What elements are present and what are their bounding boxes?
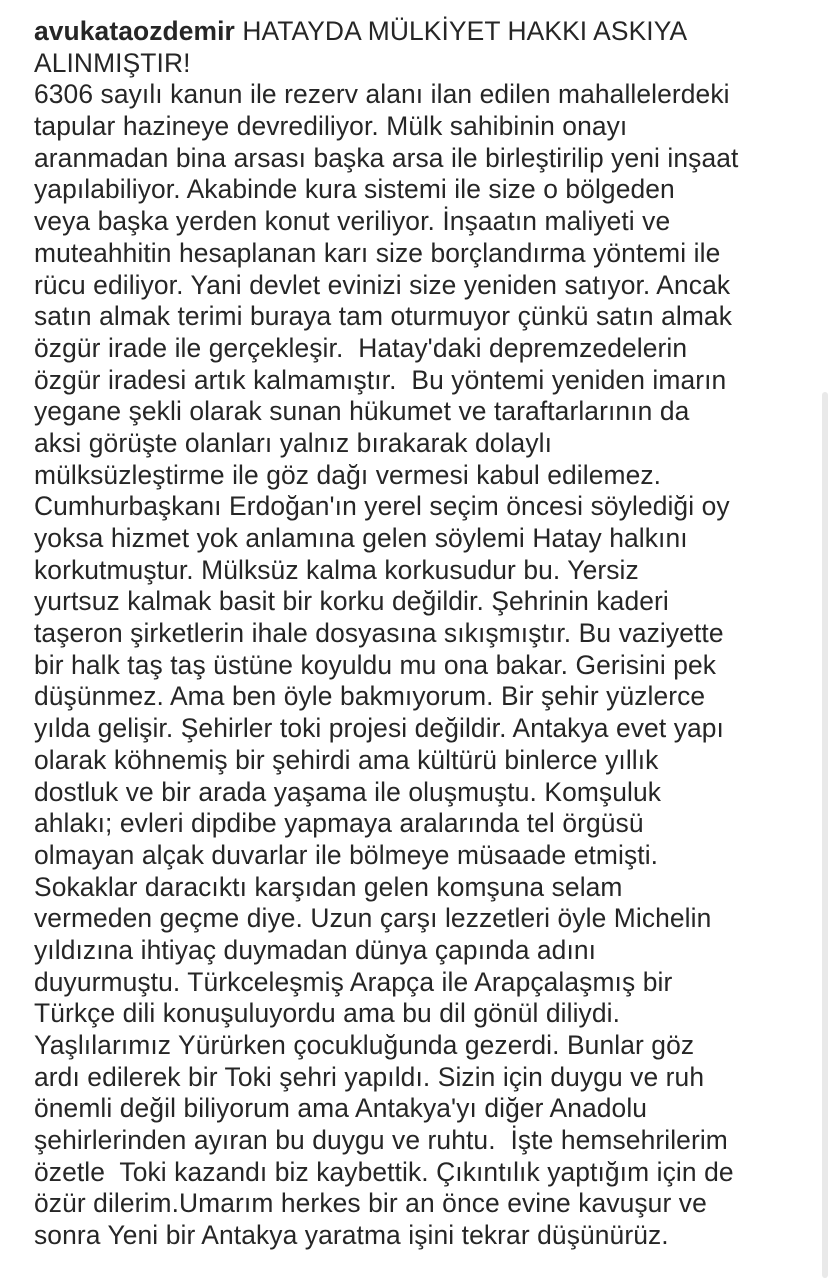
caption-line: yegane şekli olarak sunan hükumet ve taraftarlarının da [34,396,690,427]
caption-line: korkutmuştur. Mülksüz kalma korkusudur bu. Yersiz [34,554,639,585]
username-link[interactable]: avukataozdemir [34,16,235,46]
caption-line: aksi görüşte olanları yalnız bırakarak dolaylı [34,427,553,458]
caption-line: ardı edilerek bir Toki şehri yapıldı. Sizin için duygu ve ruh [34,1061,705,1092]
caption-title-part-2: ALINMIŞTIR! [34,47,191,78]
caption-line: Türkçe dili konuşuluyordu ama bu dil gönül diliydi. [34,998,621,1029]
caption-line: duyurmuştu. Türkceleşmiş Arapça ile Arapçalaşmış bir [34,966,673,997]
caption-line: önemli değil biliyorum ama Antakya'yı diğer Anadolu [34,1093,648,1124]
caption-line: mülksüzleştirme ile göz dağı vermesi kabul edilemez. [34,459,662,490]
caption-line: vermeden geçme diye. Uzun çarşı lezzetleri öyle Michelin [34,903,712,934]
caption-line: veya başka yerden konut veriliyor. İnşaatın maliyeti ve [34,206,671,237]
caption-line: aranmadan bina arsası başka arsa ile birleştirilip yeni inşaat [34,142,739,173]
caption-line: şehirlerinden ayıran bu duygu ve ruhtu. İşte hemsehrilerim [34,1125,728,1156]
caption-line: muteahhitin hesaplanan karı size borçlandırma yöntemi ile [34,237,721,268]
caption-line: rücu ediliyor. Yani devlet evinizi size yeniden satıyor. Ancak [34,269,731,300]
post-caption [34,16,824,1252]
caption-line: özgür irade ile gerçekleşir. Hatay'daki depremzedelerin [34,332,688,363]
caption-line: sonra Yeni bir Antakya yaratma işini tekrar düşünürüz. [34,1220,669,1251]
caption-line: olarak köhnemiş bir şehirdi ama kültürü binlerce yıllık [34,744,659,775]
caption-line: bir halk taş taş üstüne koyuldu mu ona bakar. Gerisini pek [34,649,717,680]
caption-header-line-1 [34,16,824,48]
caption-line: yoksa hizmet yok anlamına gelen söylemi Hatay halkını [34,523,688,553]
caption-line: tapular hazineye devrediliyor. Mülk sahibinin onayı [34,111,628,142]
caption-line: yıldızına ihtiyaç duymadan dünya çapında adını [34,934,597,965]
caption-line: Sokaklar daracıktı karşıdan gelen komşuna selam [34,871,623,902]
caption-line: yurtsuz kalmak basit bir korku değildir. Şehrinin kaderi [34,586,669,617]
caption-line: Cumhurbaşkanı Erdoğan'ın yerel seçim öncesi söylediği oy [34,491,730,522]
caption-line: 6306 sayılı kanun ile rezerv alanı ilan edilen mahallelerdeki [34,79,730,110]
caption-line: taşeron şirketlerin ihale dosyasına sıkışmıştır. Bu vaziyette [34,618,724,649]
caption-line: özgür iradesi artık kalmamıştır. Bu yöntemi yeniden imarın [34,364,727,395]
caption-line: Yaşlılarımız Yürürken çocukluğunda gezerdi. Bunlar göz [34,1030,695,1060]
caption-line: olmayan alçak duvarlar ile bölmeye müsaade etmişti. [34,839,659,870]
caption-line: yılda gelişir. Şehirler toki projesi değildir. Antakya evet yapı [34,713,724,744]
scrollbar[interactable] [822,392,828,1278]
caption-line: ahlakı; evleri dipdibe yapmaya aralarında tel örgüsü [34,808,644,839]
caption-line: yapılabiliyor. Akabinde kura sistemi ile size o bölgeden [34,174,675,205]
caption-line: satın almak terimi buraya tam oturmuyor çünkü satın almak [34,301,732,332]
caption-line: dostluk ve bir arada yaşama ile oluşmuştu. Komşuluk [34,776,662,807]
caption-title-part-1: HATAYDA MÜLKİYET HAKKI ASKIYA [234,16,688,46]
caption-line: düşünmez. Ama ben öyle bakmıyorum. Bir şehir yüzlerce [34,681,706,712]
caption-line: özetle Toki kazandı biz kaybettik. Çıkıntılık yaptığım için de [34,1156,734,1187]
caption-line: özür dilerim.Umarım herkes bir an önce evine kavuşur ve [34,1188,707,1219]
